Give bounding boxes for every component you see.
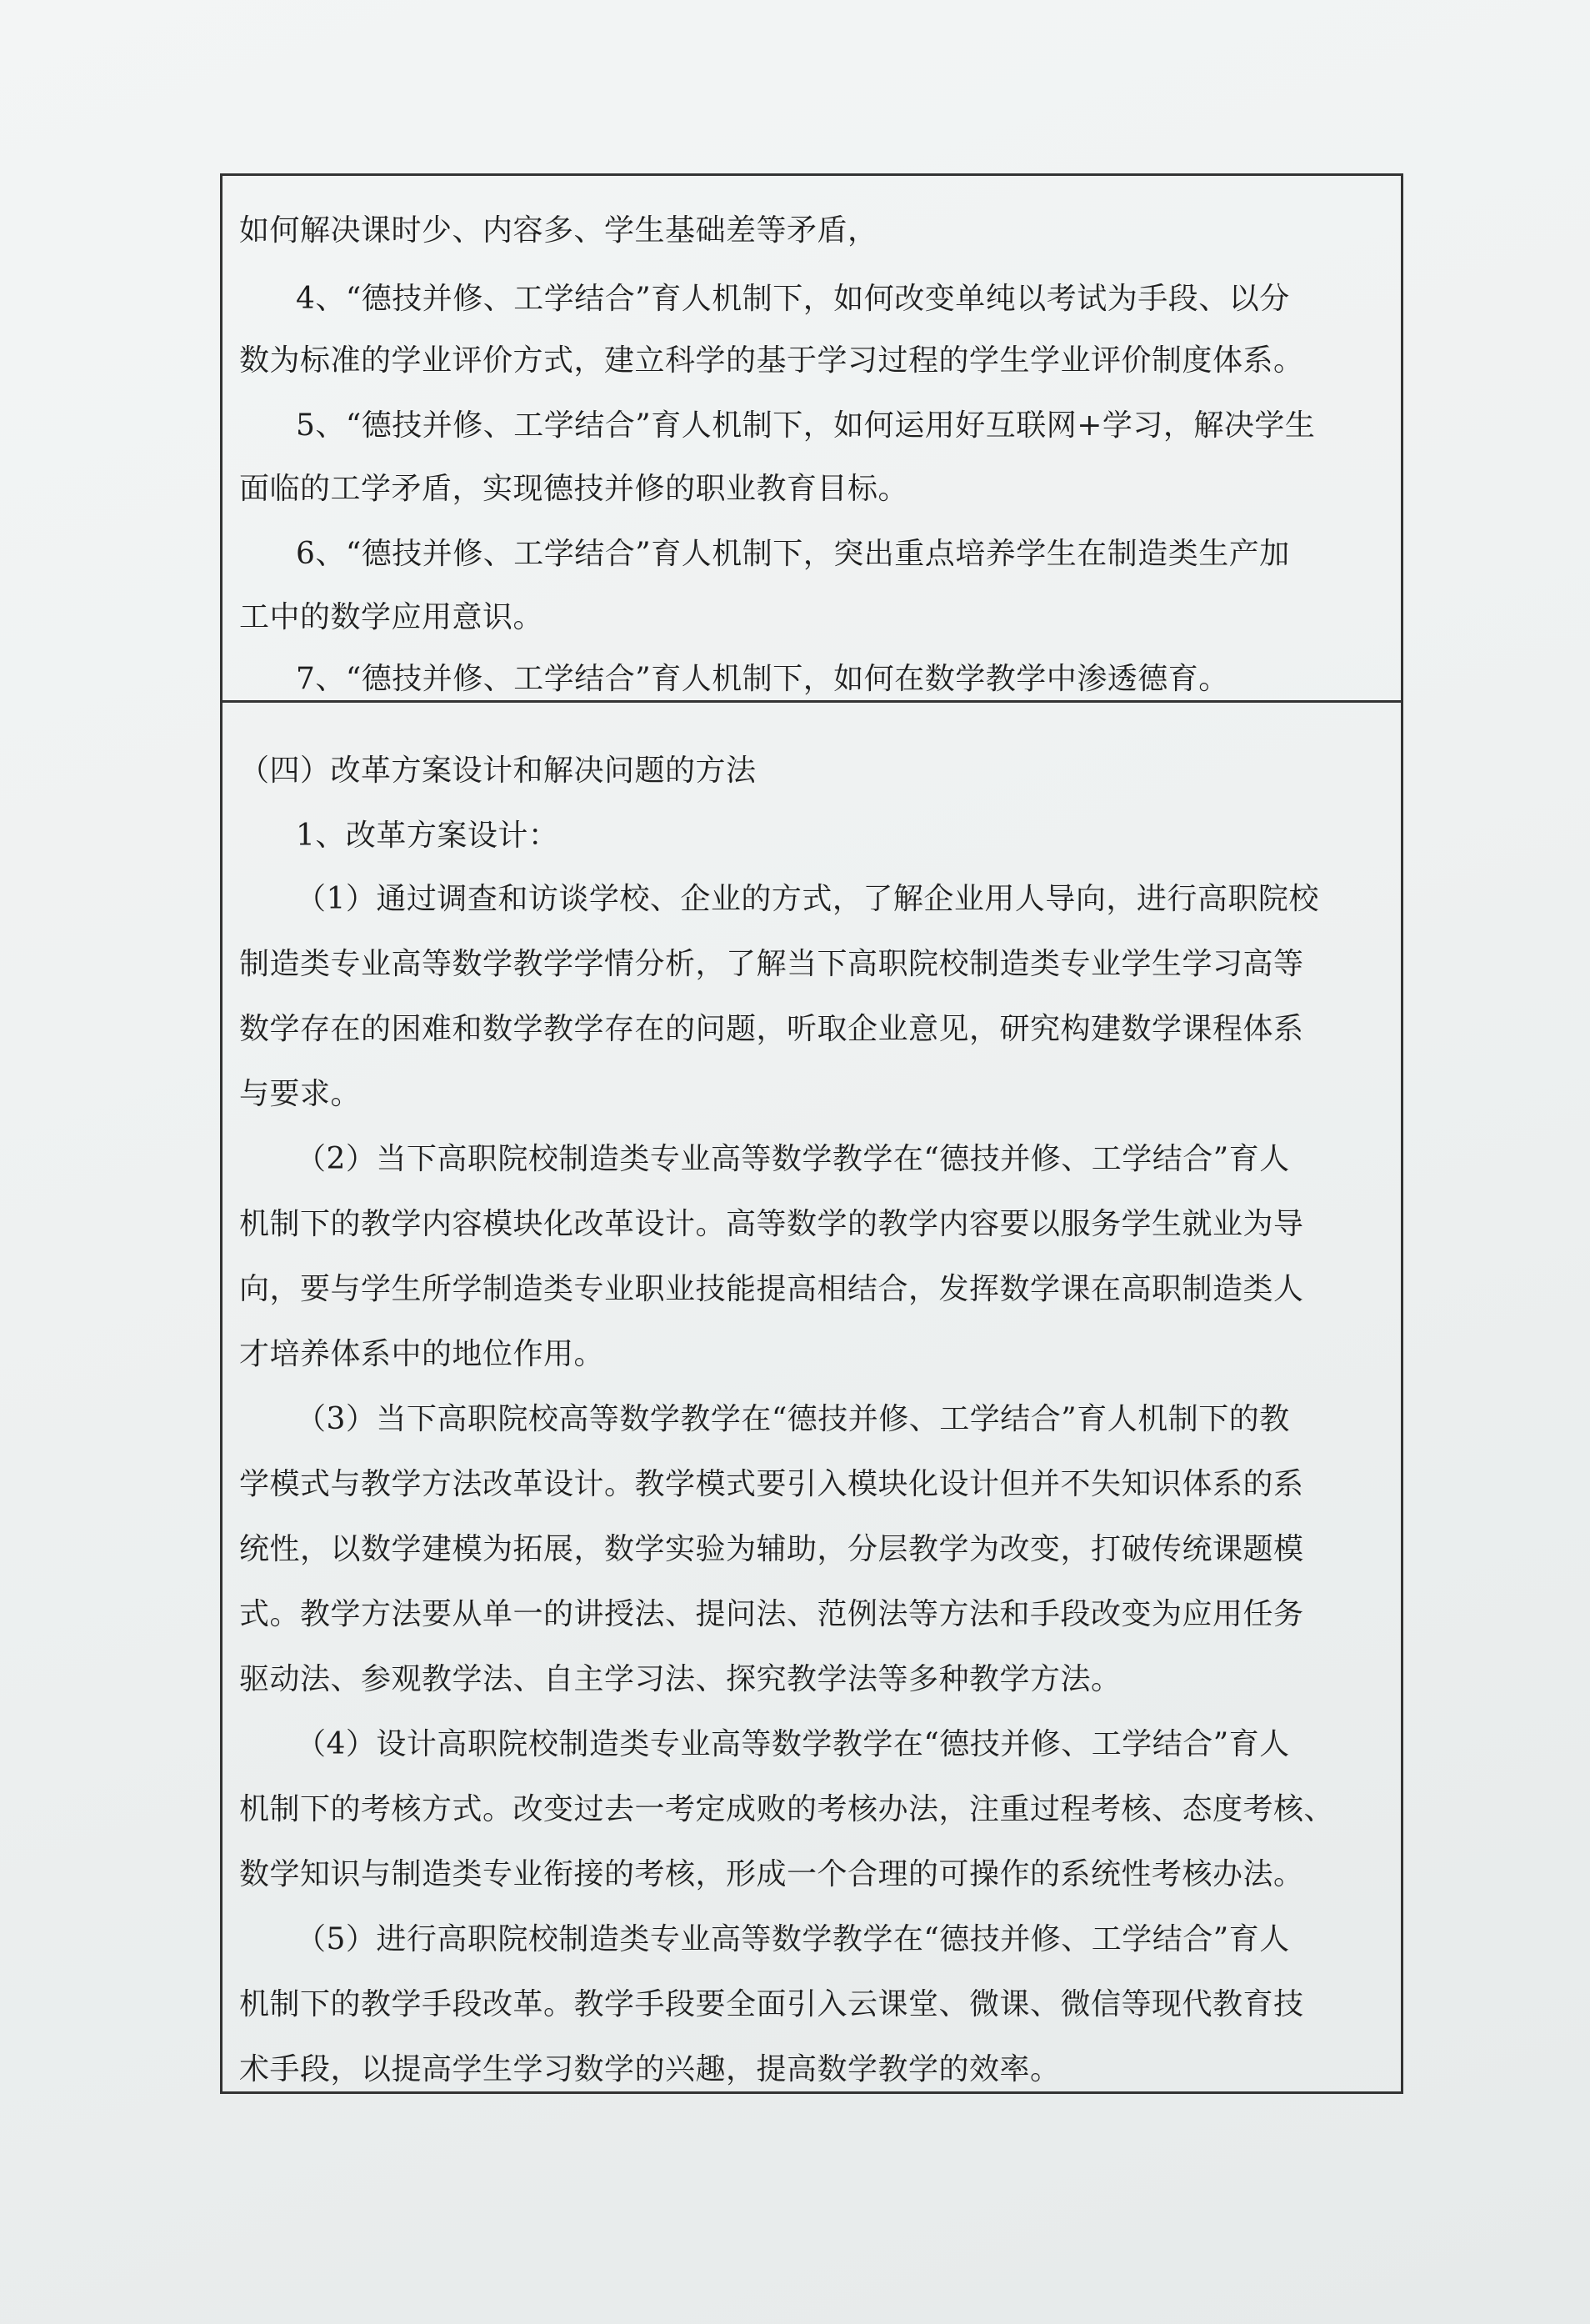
text-line: 与要求。 <box>239 1077 362 1111</box>
text-line: 机制下的教学内容模块化改革设计。高等数学的教学内容要以服务学生就业为导 <box>239 1207 1304 1241</box>
text-line: 6、“德技并修、工学结合”育人机制下，突出重点培养学生在制造类生产加 <box>296 537 1290 571</box>
text-line: （2）当下高职院校制造类专业高等数学教学在“德技并修、工学结合”育人 <box>296 1142 1290 1176</box>
text-line: 才培养体系中的地位作用。 <box>239 1337 605 1371</box>
text-line: 术手段，以提高学生学习数学的兴趣，提高数学教学的效率。 <box>239 2052 1061 2086</box>
text-line: 机制下的考核方式。改变过去一考定成败的考核办法，注重过程考核、态度考核、 <box>239 1792 1335 1826</box>
text-line: 制造类专业高等数学教学学情分析，了解当下高职院校制造类专业学生学习高等 <box>239 947 1304 981</box>
text-line: （1）通过调查和访谈学校、企业的方式，了解企业用人导向，进行高职院校 <box>296 882 1319 916</box>
text-line: 学模式与教学方法改革设计。教学模式要引入模块化设计但并不失知识体系的系 <box>239 1467 1304 1501</box>
text-line: 式。教学方法要从单一的讲授法、提问法、范例法等方法和手段改变为应用任务 <box>239 1597 1304 1631</box>
text-line: 面临的工学矛盾，实现德技并修的职业教育目标。 <box>239 472 909 506</box>
table-cell-previous-content <box>222 176 1401 703</box>
text-line: 驱动法、参观教学法、自主学习法、探究教学法等多种教学方法。 <box>239 1662 1122 1696</box>
subsection-heading: 1、改革方案设计： <box>296 819 559 853</box>
text-line: （3）当下高职院校高等数学教学在“德技并修、工学结合”育人机制下的教 <box>296 1402 1290 1436</box>
text-line: 机制下的教学手段改革。教学手段要全面引入云课堂、微课、微信等现代教育技 <box>239 1987 1304 2021</box>
text-line: 数学存在的困难和数学教学存在的问题，听取企业意见，研究构建数学课程体系 <box>239 1012 1304 1046</box>
text-line: 统性，以数学建模为拓展，数学实验为辅助，分层教学为改变，打破传统课题模 <box>239 1532 1304 1566</box>
text-line: 向，要与学生所学制造类专业职业技能提高相结合，发挥数学课在高职制造类人 <box>239 1272 1304 1306</box>
form-table <box>220 173 1403 2094</box>
text-line: 数为标准的学业评价方式，建立科学的基于学习过程的学生学业评价制度体系。 <box>239 343 1304 378</box>
section-heading: （四）改革方案设计和解决问题的方法 <box>239 754 757 788</box>
text-line: （4）设计高职院校制造类专业高等数学教学在“德技并修、工学结合”育人 <box>296 1727 1290 1761</box>
text-line: 5、“德技并修、工学结合”育人机制下，如何运用好互联网+学习，解决学生 <box>296 408 1316 443</box>
text-line: 工中的数学应用意识。 <box>239 600 544 634</box>
text-line: 如何解决课时少、内容多、学生基础差等矛盾， <box>239 213 878 248</box>
text-line: 7、“德技并修、工学结合”育人机制下，如何在数学教学中渗透德育。 <box>296 662 1229 696</box>
text-line: 4、“德技并修、工学结合”育人机制下，如何改变单纯以考试为手段、以分 <box>296 282 1290 316</box>
text-line: 数学知识与制造类专业衔接的考核，形成一个合理的可操作的系统性考核办法。 <box>239 1857 1304 1891</box>
text-line: （5）进行高职院校制造类专业高等数学教学在“德技并修、工学结合”育人 <box>296 1922 1290 1956</box>
table-cell-reform-plan <box>222 703 1401 2091</box>
